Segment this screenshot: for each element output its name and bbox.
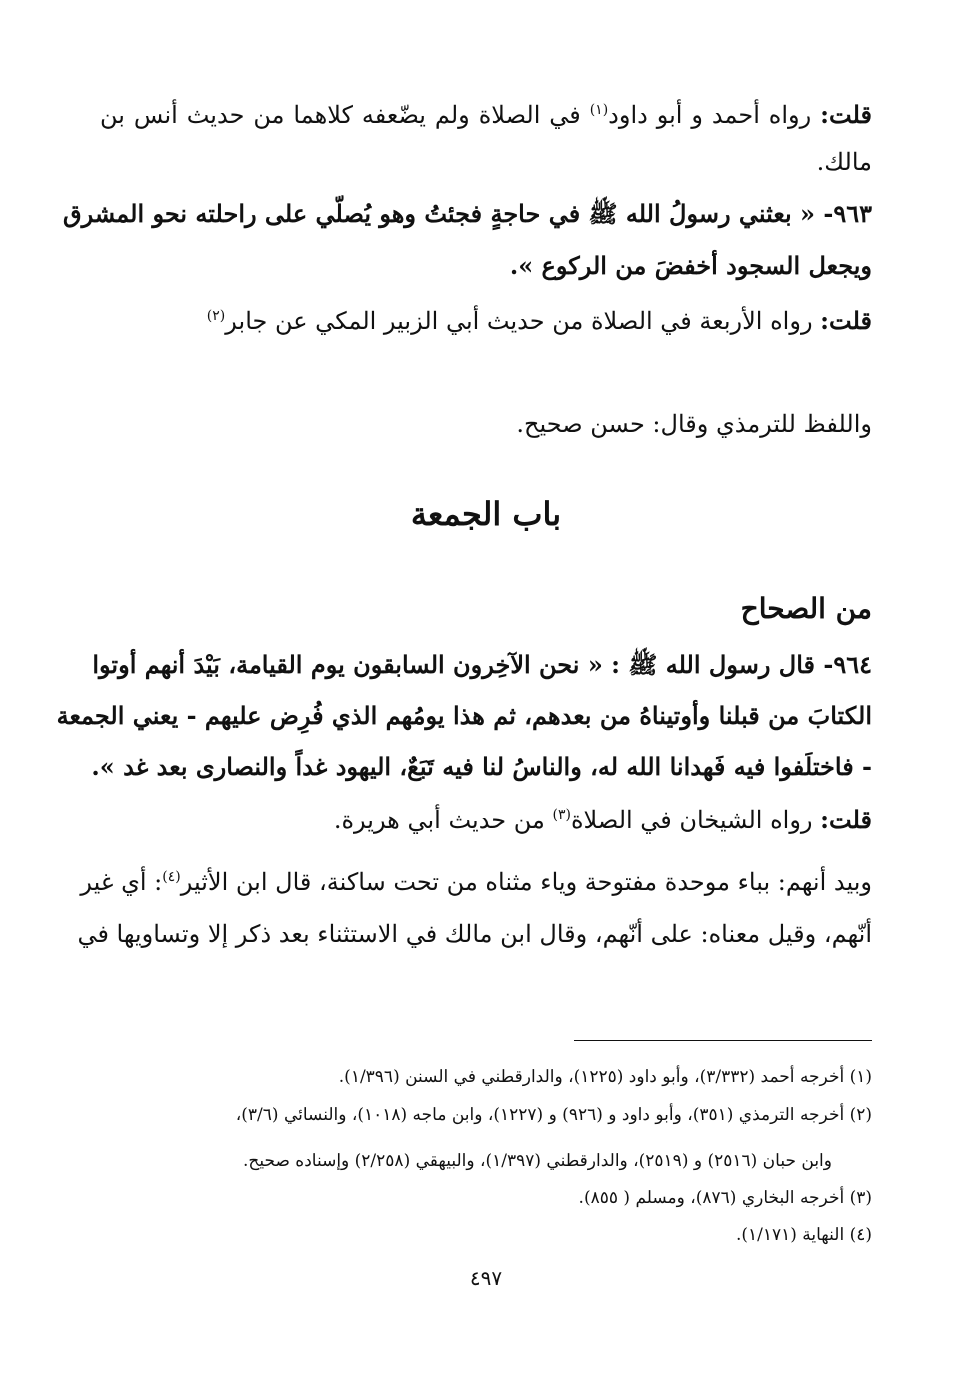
footnote-divider [574, 1040, 872, 1041]
note-label: قلت: [820, 306, 872, 335]
footnote: وابن حبان (٢٥١٦) و (٢٥١٩)، والدارقطني (١/٣٩٧)، والبيهقي (٢/٢٥٨) وإسناده صحيح. [242, 1151, 832, 1171]
note-text: رواه الأربعة في الصلاة من حديث أبي الزبير المكي عن جابر [225, 307, 821, 335]
footnote: (١) أخرجه أحمد (٣/٣٣٢)، وأبو داود (١٢٢٥)، والدارقطني في السنن (١/٣٩٦). [338, 1067, 872, 1087]
footnote-ref[interactable]: (١) [589, 102, 609, 118]
hadith-964-line: الكتابَ من قبلنا وأوتيناهُ من بعدهم، ثم هذا يومُهم الذي فُرِض عليهم - يعني الجمعة [56, 701, 872, 730]
note-text: من حديث أبي هريرة. [333, 806, 553, 834]
hadith-963-line: ويجعل السجود أخفضَ من الركوع ». [509, 251, 872, 280]
footnote-ref[interactable]: (٣) [552, 807, 571, 823]
paragraph-note-line: مالك. [816, 148, 872, 176]
paragraph-note-line: واللفظ للترمذي وقال: حسن صحيح. [516, 410, 872, 438]
footnote: (٤) النهاية (١/١٧١). [735, 1225, 872, 1245]
explanation-line [80, 858, 872, 906]
note-text: رواه أحمد و أبو داود [608, 101, 821, 129]
page-number: ٤٩٧ [469, 1266, 503, 1290]
section-title: من الصحاح [740, 592, 872, 625]
comment-line [100, 796, 872, 844]
explanation-text: : أي غير [80, 868, 163, 896]
footnote-ref[interactable]: (٤) [162, 869, 181, 885]
footnote-ref[interactable]: (٢) [206, 308, 226, 324]
paragraph-note-line [100, 297, 872, 345]
hadith-963-line: ٩٦٣- « بعثني رسولُ الله ﷺ في حاجةٍ فجئتُ وهو يُصلّي على راحلته نحو المشرق [63, 199, 872, 228]
hadith-964-line: - فاختلَفوا فيه فَهدانا الله له، والناسُ لنا فيه تَبَعٌ، اليهود غداً والنصارى بعد غد ». [91, 752, 872, 781]
explanation-text: وبيد أنهم: بباء موحدة مفتوحة وياء مثناه من تحت ساكنة، قال ابن الأثير [180, 868, 872, 896]
paragraph-note-line [100, 91, 872, 139]
footnote: (٣) أخرجه البخاري (٨٧٦)، ومسلم ( ٨٥٥). [578, 1188, 872, 1208]
document-page [56, 0, 872, 1381]
note-text: رواه الشيخان في الصلاة [570, 806, 821, 834]
footnote: (٢) أخرجه الترمذي (٣٥١)، وأبو داود و (٩٢٦) و (١٢٢٧)، وابن ماجه (١٠١٨)، والنسائي (٣/٦)، [235, 1105, 872, 1125]
hadith-964-line: ٩٦٤- قال رسول الله ﷺ : « نحن الآخِرون السابقون يوم القيامة، بَيْدَ أنهم أوتوا [92, 650, 872, 679]
note-label: قلت: [820, 100, 872, 129]
chapter-title: باب الجمعة [410, 495, 562, 533]
note-text: في الصلاة ولم يضّعفه كلاهما من حديث أنس بن [100, 101, 590, 129]
note-label: قلت: [820, 805, 872, 834]
explanation-line: أنّهم، وقيل معناه: على أنّهم، وقال ابن مالك في الاستثناء بعد ذكر إلا وتساويها في [77, 920, 872, 948]
